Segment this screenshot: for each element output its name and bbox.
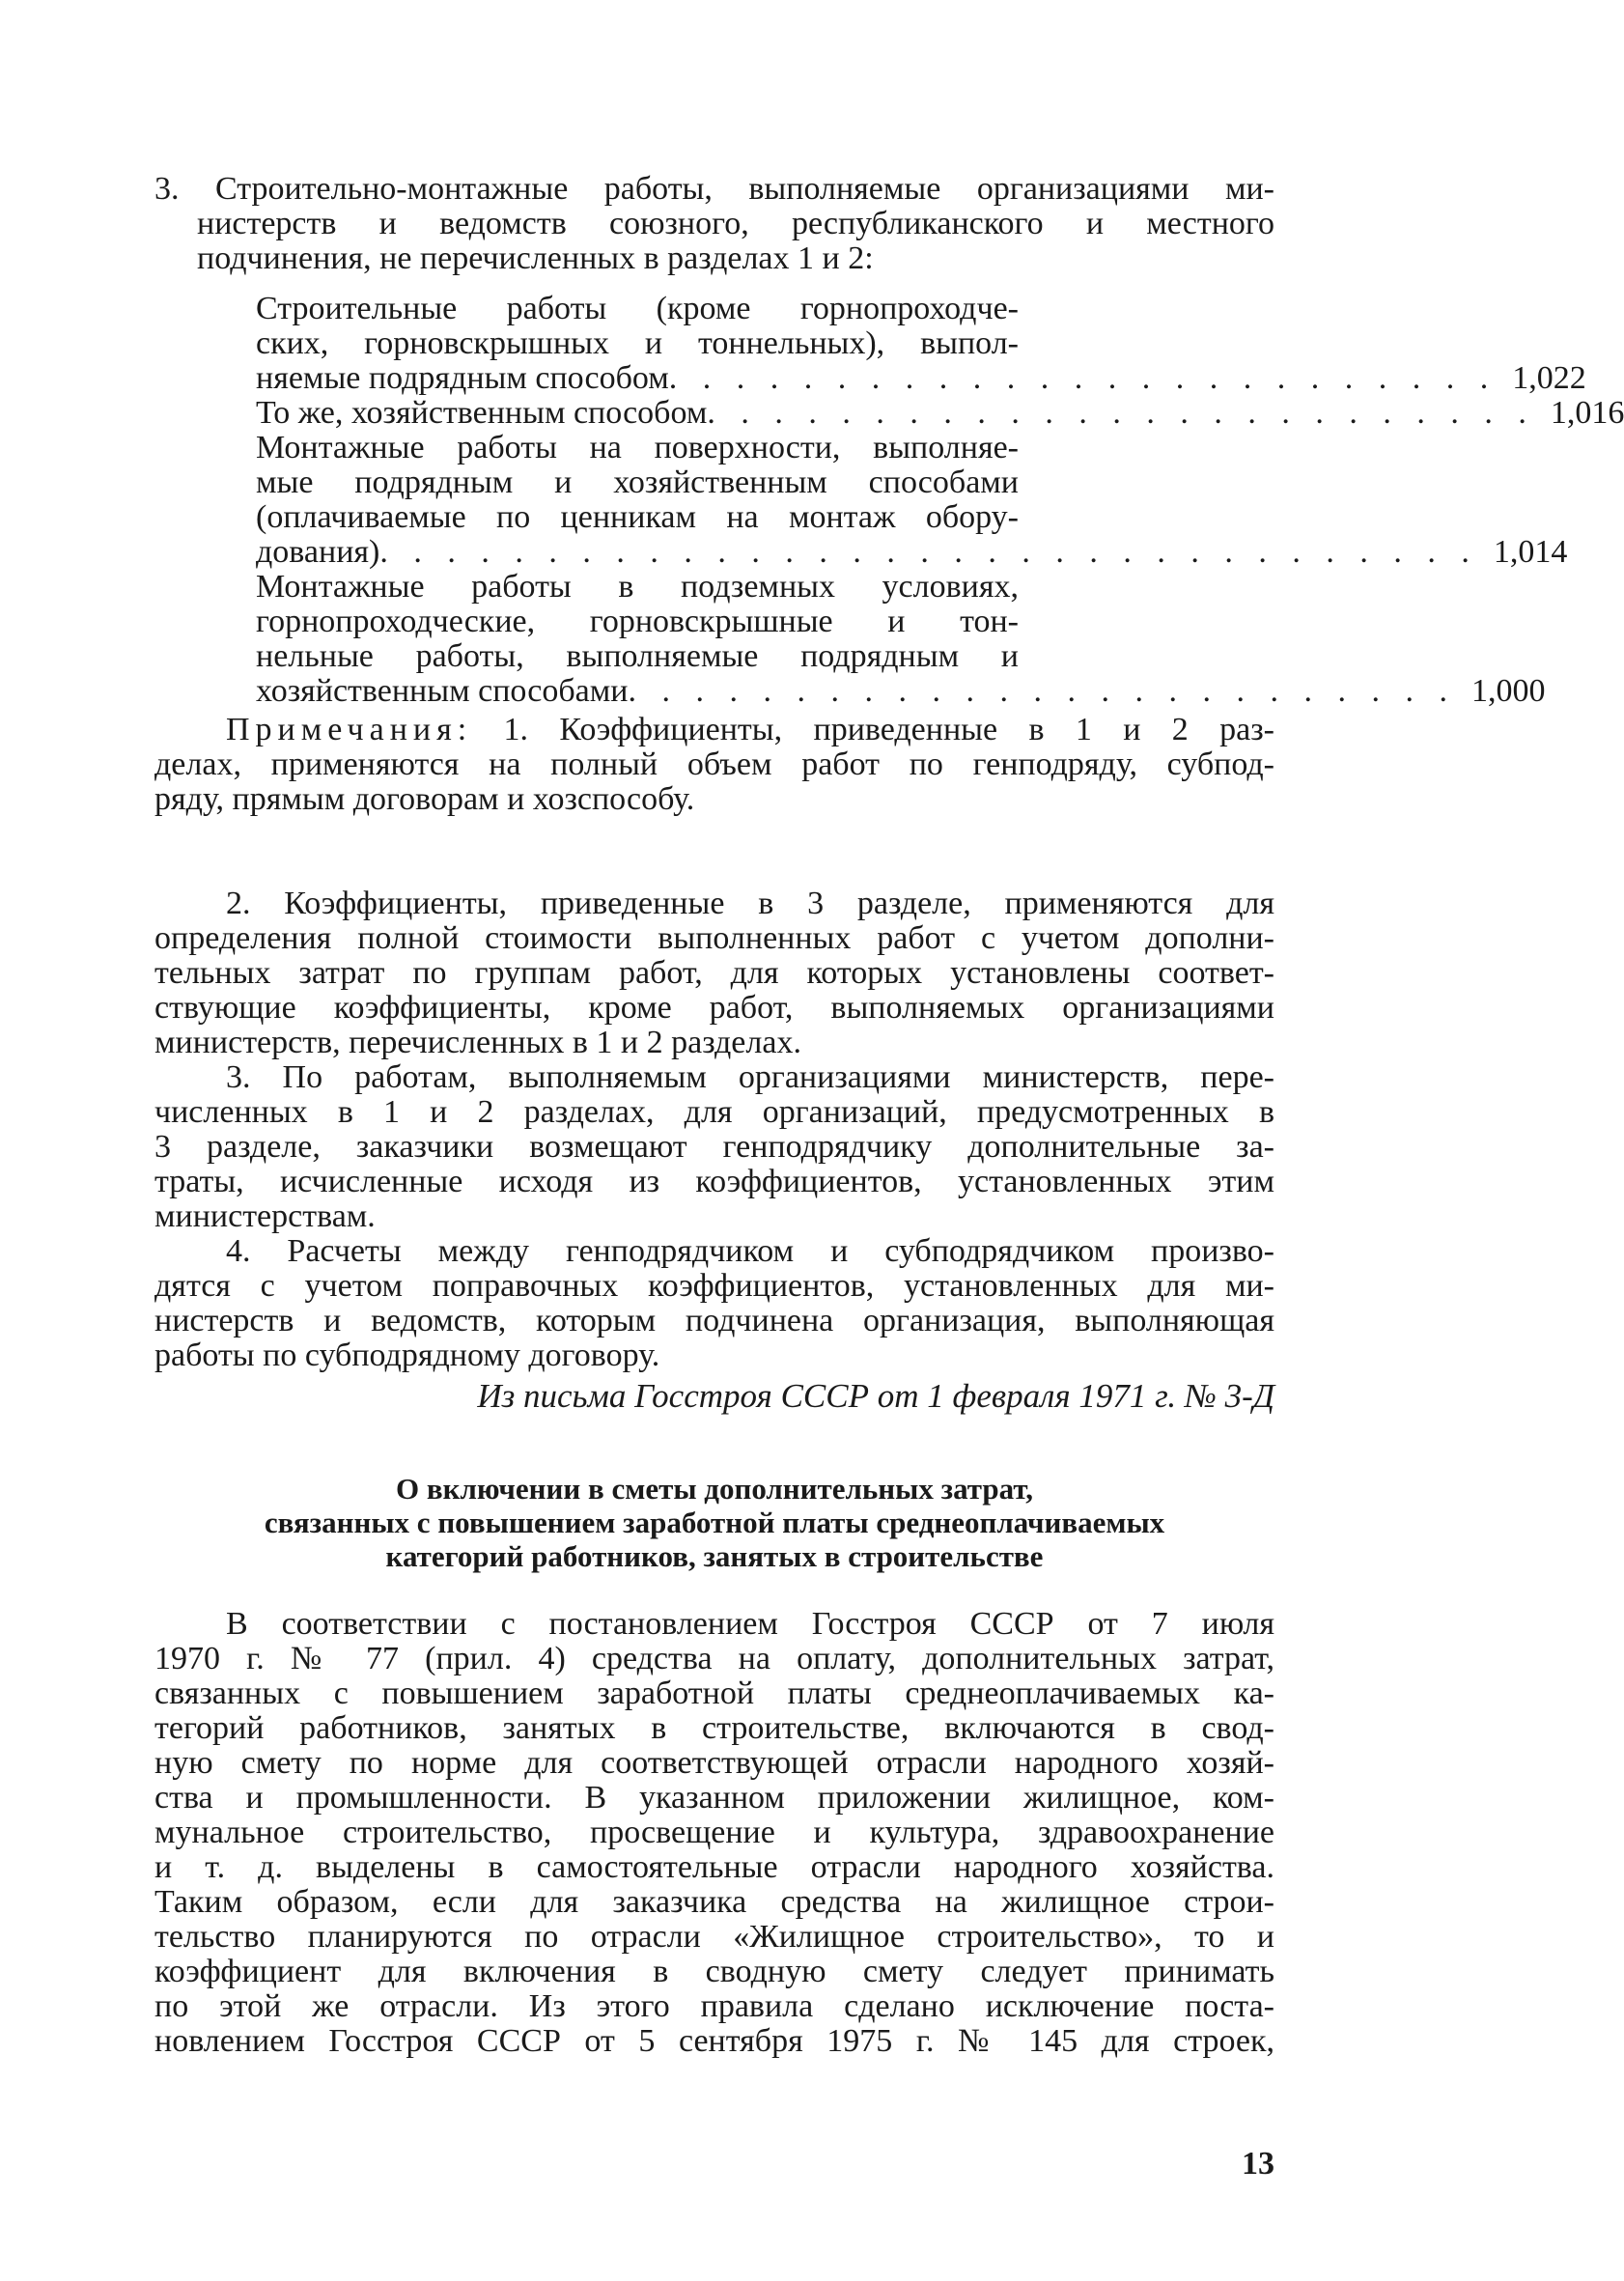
notes-section	[154, 713, 1274, 1373]
section-3-intro	[154, 172, 1274, 276]
text-line: дятся с учетом поправочных коэффициентов, установленных для ми-	[154, 1268, 1274, 1304]
text-line: определения полной стоимости выполненных работ с учетом дополни-	[154, 920, 1274, 956]
text-line: 3. По работам, выполняемым организациями министерств, пере-	[226, 1059, 1274, 1095]
source-citation	[154, 1379, 1274, 1414]
item-line: Монтажные работы на поверхности, выполняе-	[256, 430, 1019, 465]
text-line: 3. Строительно-монтажные работы, выполняемые организациями ми-	[154, 171, 1274, 207]
text-line: траты, исчисленные исходя из коэффициентов, установленных этим	[154, 1164, 1274, 1199]
coefficient-value: 1,014	[1493, 534, 1568, 570]
page-number: 13	[1242, 2146, 1274, 2182]
note-2	[154, 887, 1274, 1060]
text-line: В соответствии с постановлением Госстроя СССР от 7 июля	[226, 1606, 1274, 1642]
note-3	[154, 1060, 1274, 1234]
text-line: 2. Коэффициенты, приведенные в 3 разделе, применяются для	[226, 886, 1274, 921]
text-line: ную смету по норме для соответствующей отрасли народного хозяй-	[154, 1745, 1274, 1781]
item-line: Монтажные работы в подземных условиях,	[256, 569, 1019, 605]
item-label: няемые подрядным способом	[256, 360, 669, 396]
item-line: Строительные работы (кроме горнопроходче-	[256, 291, 1019, 326]
coefficient-value: 1,016	[1550, 395, 1624, 431]
coefficient-value: 1,022	[1512, 360, 1586, 396]
note-1	[154, 713, 1274, 817]
item-line: нельные работы, выполняемые подрядным и	[256, 638, 1019, 674]
text-line: 3 разделе, заказчики возмещают генподрядчику дополнительные за-	[154, 1129, 1274, 1165]
item-label: дования)	[256, 534, 380, 570]
text-line: 4. Расчеты между генподрядчиком и субподрядчиком произво-	[226, 1233, 1274, 1269]
text-line: ряду, прямым договорам и хозспособу.	[154, 781, 695, 817]
text-line: нистерств и ведомств союзного, республиканского и местного	[197, 206, 1274, 241]
source-text: Из письма Госстроя СССР от 1 февраля 1971 г. № 3-Д	[477, 1377, 1274, 1415]
item-row: хозяйственным способами . . . . . . . . . . . . . . . . . . . . . . . . . 1,000	[256, 673, 1546, 709]
item-row: няемые подрядным способом . . . . . . . . . . . . . . . . . . . . . . . . . 1,022	[256, 360, 1586, 396]
text-line: нистерств и ведомств, которым подчинена организация, выполняющая	[154, 1303, 1274, 1338]
item-row: То же, хозяйственным способом . . . . . . . . . . . . . . . . . . . . . . . . . 1,016	[256, 395, 1624, 431]
text-line: подчинения, не перечисленных в разделах 1 и 2:	[197, 240, 874, 276]
text-line: 1970 г. № 77 (прил. 4) средства на оплату, дополнительных затрат,	[154, 1641, 1274, 1676]
text-line: работы по субподрядному договору.	[154, 1338, 660, 1373]
text-line: мунальное строительство, просвещение и культура, здравоохранение	[154, 1815, 1274, 1850]
text-line: коэффициент для включения в сводную смету следует принимать	[154, 1954, 1274, 1989]
text-line: ства и промышленности. В указанном приложении жилищное, ком-	[154, 1780, 1274, 1816]
text-line: новлением Госстроя СССР от 5 сентября 1975 г. № 145 для строек,	[154, 2023, 1274, 2059]
item-line: горнопроходческие, горновскрышные и тон-	[256, 604, 1019, 639]
body-paragraph	[154, 1607, 1274, 2059]
note-4	[154, 1234, 1274, 1373]
text-line: по этой же отрасли. Из этого правила сделано исключение поста-	[154, 1988, 1274, 2024]
item-row: дования) . . . . . . . . . . . . . . . . . . . . . . . . . . . . . . . . . 1,014	[256, 534, 1568, 570]
title-line: категорий работников, занятых в строительстве	[385, 1539, 1044, 1573]
item-line: ских, горновскрышных и тоннельных), выпол-	[256, 325, 1019, 361]
coefficient-value: 1,000	[1470, 673, 1546, 709]
text-line: ствующие коэффициенты, кроме работ, выполняемых организациями	[154, 990, 1274, 1026]
coefficient-item	[256, 291, 1586, 396]
text-line: тегорий работников, занятых в строительстве, включаются в свод-	[154, 1710, 1274, 1746]
coefficient-item	[256, 430, 1568, 570]
text-line: связанных с повышением заработной платы среднеоплачиваемых ка-	[154, 1676, 1274, 1711]
notes-heading: Примечания:	[226, 712, 473, 747]
section-title	[154, 1472, 1274, 1573]
item-line: (оплачиваемые по ценникам на монтаж обору-	[256, 499, 1019, 535]
coefficient-list	[256, 291, 1624, 709]
coefficient-item	[256, 395, 1624, 431]
text-line: делах, применяются на полный объем работ по генподряду, субпод-	[154, 746, 1274, 782]
item-label: То же, хозяйственным способом	[256, 395, 708, 431]
text-line: министерствам.	[154, 1198, 376, 1234]
text-line: Таким образом, если для заказчика средства на жилищное строи-	[154, 1884, 1274, 1920]
text-line: и т. д. выделены в самостоятельные отрасли народного хозяйства.	[154, 1849, 1274, 1885]
text-line: 1. Коэффициенты, приведенные в 1 и 2 раз-	[503, 712, 1274, 747]
text-line: численных в 1 и 2 разделах, для организаций, предусмотренных в	[154, 1094, 1274, 1130]
item-line: мые подрядным и хозяйственным способами	[256, 465, 1019, 500]
coefficient-item	[256, 569, 1546, 709]
item-label: хозяйственным способами	[256, 673, 629, 709]
text-line: тельство планируются по отрасли «Жилищное строительство», то и	[154, 1919, 1274, 1955]
text-line: тельных затрат по группам работ, для которых установлены соответ-	[154, 955, 1274, 991]
title-line: связанных с повышением заработной платы среднеоплачиваемых	[264, 1506, 1165, 1539]
text-line: министерств, перечисленных в 1 и 2 разделах.	[154, 1025, 801, 1060]
title-line: О включении в сметы дополнительных затрат,	[396, 1472, 1033, 1506]
